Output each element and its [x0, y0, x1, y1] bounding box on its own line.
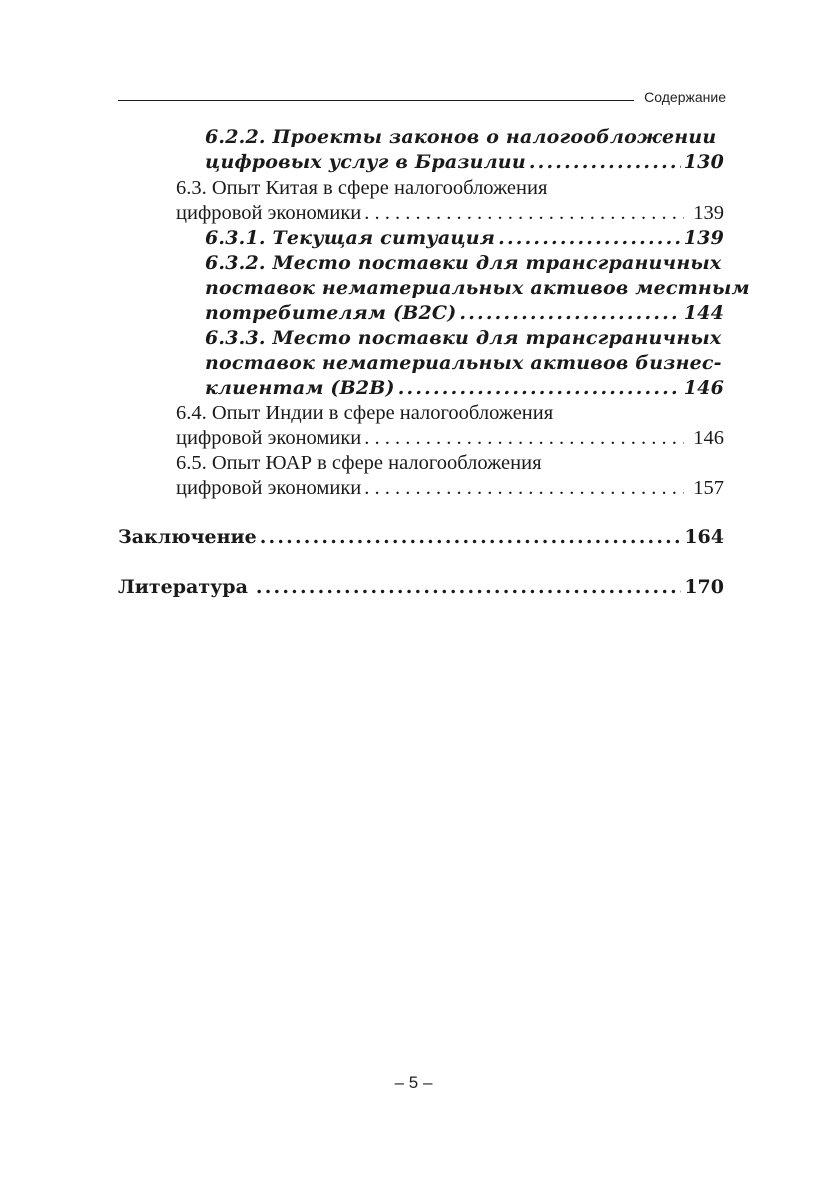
running-header: Содержание — [644, 89, 726, 105]
toc-entry-line: цифровой экономики — [176, 477, 362, 499]
toc-entry-line: цифровой экономики — [176, 427, 362, 449]
toc-entry-line: 6.3.1. Текущая ситуация — [205, 227, 496, 249]
toc-entry-line: клиентам (B2B) — [205, 377, 395, 399]
toc-entry-line: цифровой экономики — [176, 202, 362, 224]
dot-leader — [256, 575, 681, 600]
toc-entry-line: 6.4. Опыт Индии в сфере налогообложения — [176, 402, 554, 424]
toc-entry-6-5[interactable] — [176, 451, 724, 501]
dot-leader — [498, 226, 681, 251]
toc-page-number: 139 — [683, 227, 724, 249]
toc-entry-line: 6.3. Опыт Китая в сфере налогообложения — [176, 177, 548, 199]
toc-page-number: 130 — [683, 151, 724, 173]
toc-page-number: 146 — [693, 427, 724, 449]
toc-entry-6-3-3[interactable] — [205, 326, 724, 401]
toc-entry-line: поставок нематериальных активов бизнес- — [205, 352, 722, 374]
toc-entry-line: 6.5. Опыт ЮАР в сфере налогообложения — [176, 452, 542, 474]
toc-page-number: 157 — [693, 477, 724, 499]
toc-entry-line: 6.3.2. Место поставки для трансграничных — [205, 252, 722, 274]
toc-entry-6-4[interactable] — [176, 401, 724, 451]
header-rule — [118, 100, 634, 101]
toc-entry-6-3-1[interactable] — [205, 226, 724, 251]
page-number: – 5 – — [394, 1073, 433, 1092]
toc-page-number: 146 — [683, 377, 724, 399]
toc-entry-line: 6.3.3. Место поставки для трансграничных — [205, 327, 722, 349]
dot-leader — [260, 525, 682, 550]
toc-entry-6-3-2[interactable] — [205, 251, 750, 326]
toc-entry-6-2-2[interactable] — [205, 125, 724, 175]
toc-chapter-title: Литература — [118, 576, 248, 598]
dot-leader — [459, 301, 680, 326]
dot-leader — [364, 201, 684, 226]
toc-entry-line: цифровых услуг в Бразилии — [205, 151, 526, 173]
toc-entry-line: поставок нематериальных активов местным — [205, 277, 750, 299]
toc-entry-literature[interactable] — [118, 575, 724, 600]
toc-chapter-title: Заключение — [118, 526, 257, 548]
toc-entry-line: 6.2.2. Проекты законов о налогообложении — [205, 126, 717, 148]
dot-leader — [364, 476, 684, 501]
toc-page-number: 139 — [693, 202, 724, 224]
toc-page-number: 164 — [684, 526, 724, 548]
toc-page-number: 144 — [683, 302, 724, 324]
dot-leader — [398, 376, 681, 401]
toc-entry-line: потребителям (B2C) — [205, 302, 457, 324]
dot-leader — [529, 150, 681, 175]
toc-page-number: 170 — [684, 576, 724, 598]
dot-leader — [364, 426, 684, 451]
toc-entry-conclusion[interactable] — [118, 525, 724, 550]
toc-entry-6-3[interactable] — [176, 176, 724, 226]
